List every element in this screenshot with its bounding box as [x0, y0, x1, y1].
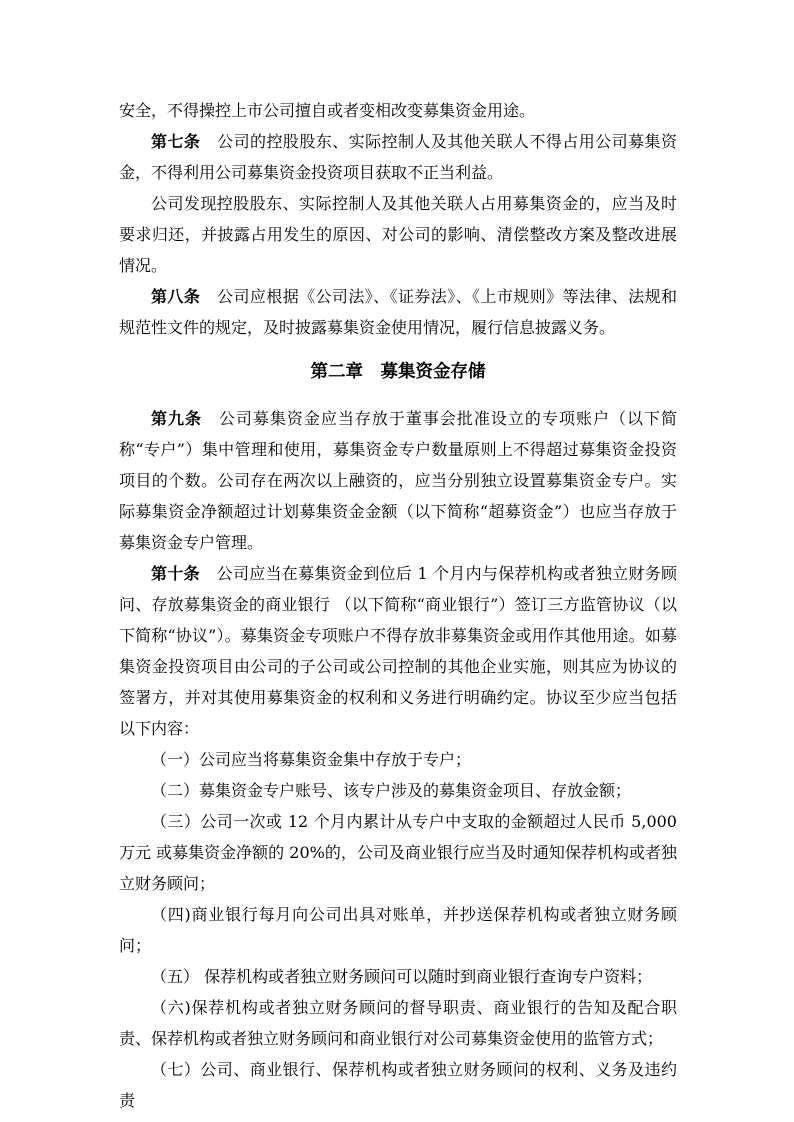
para-item-4 — [119, 899, 677, 961]
paragraph-text: 公司的控股股东、实际控制人及其他关联人不得占用公司募集资金，不得利用公司募集资金投资项目获取不正当利益。 — [119, 132, 677, 182]
para-article-7 — [119, 126, 677, 188]
article-number-lead: 第八条 — [151, 287, 201, 306]
paragraph-text: （三）公司一次或 12 个月内累计从专户中支取的金额超过人民币 5,000 万元 或募集资金净额的 20%的，公司及商业银行应当及时通知保荐机构或者独立财务顾问； — [119, 812, 677, 893]
paragraph-text: （七）公司、商业银行、保荐机构或者独立财务顾问的权利、义务及违约责 — [119, 1060, 677, 1110]
article-number-lead: 第十条 — [151, 564, 200, 583]
article-number-lead: 第九条 — [151, 409, 203, 428]
para-item-7 — [119, 1054, 677, 1116]
paragraph-text: （六)保荐机构或者独立财务顾问的督导职责、商业银行的告知及配合职责、保荐机构或者独立财务顾问和商业银行对公司募集资金使用的监管方式； — [119, 998, 677, 1048]
para-continuation — [119, 95, 677, 126]
para-occupation-disclosure — [119, 188, 677, 281]
para-article-9 — [119, 403, 677, 558]
para-item-2 — [119, 775, 677, 806]
paragraph-text: （一）公司应当将募集资金集中存放于专户； — [151, 750, 472, 769]
para-item-3 — [119, 806, 677, 899]
paragraph-text: 公司应当在募集资金到位后 1 个月内与保荐机构或者独立财务顾问、存放募集资金的商业银行 （以下简称“商业银行”）签订三方监管协议（以下简称“协议”）。募集资金专项账户不得存放非募集资金或用作其他用途。如募集资金投资项目由公司的子公司或公司控制的其他企业实施，则其应为协议的签署方，并对其使用募集资金的权利和义务进行明确约定。协议至少应当包括以下内容： — [119, 564, 677, 738]
para-item-5 — [119, 961, 677, 992]
para-item-1 — [119, 744, 677, 775]
paragraph-text: 公司发现控股股东、实际控制人及其他关联人占用募集资金的，应当及时要求归还，并披露占用发生的原因、对公司的影响、清偿整改方案及整改进展情况。 — [119, 194, 677, 275]
para-article-8 — [119, 281, 677, 343]
paragraph-text: 公司募集资金应当存放于董事会批准设立的专项账户（以下简称“专户”）集中管理和使用，募集资金专户数量原则上不得超过募集资金投资项目的个数。公司存在两次以上融资的，应当分别独立设置募集资金专户。实际募集资金净额超过计划募集资金金额（以下简称“超募资金”）也应当存放于募集资金专户管理。 — [119, 409, 677, 552]
paragraph-text: （五） 保荐机构或者独立财务顾问可以随时到商业银行查询专户资料； — [151, 967, 653, 986]
paragraph-text: 安全，不得操控上市公司擅自或者变相改变募集资金用途。 — [119, 101, 536, 120]
article-number-lead: 第七条 — [151, 132, 201, 151]
para-item-6 — [119, 992, 677, 1054]
paragraph-text: 公司应根据《公司法》、《证券法》、《上市规则》等法律、法规和规范性文件的规定，及时披露募集资金使用情况，履行信息披露义务。 — [119, 287, 677, 337]
chapter-2-heading: 第二章 募集资金存储 — [310, 362, 486, 382]
paragraph-text: （四)商业银行每月向公司出具对账单，并抄送保荐机构或者独立财务顾问； — [119, 905, 677, 955]
paragraph-text: （二）募集资金专户账号、该专户涉及的募集资金项目、存放金额； — [151, 781, 632, 800]
para-article-10 — [119, 558, 677, 744]
